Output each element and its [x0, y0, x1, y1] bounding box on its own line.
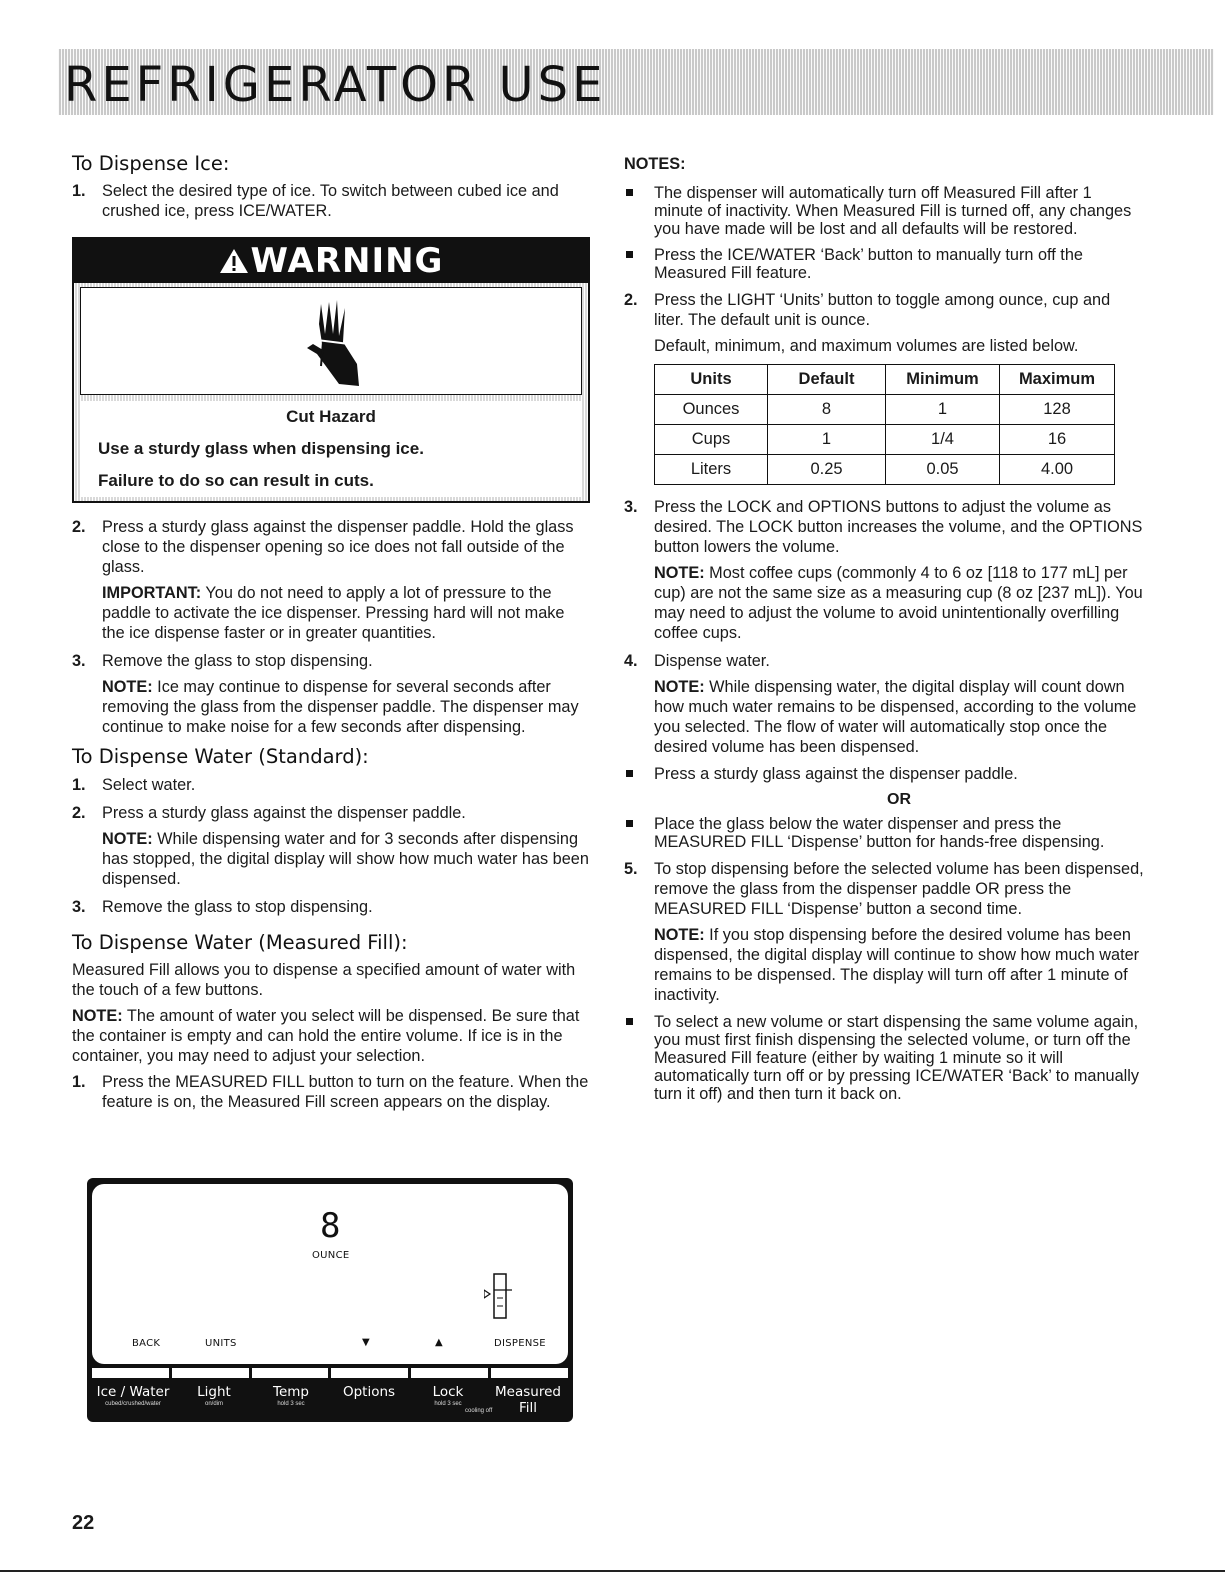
step-number: 2.: [72, 518, 86, 537]
warning-text: [80, 401, 582, 497]
table-cell: Liters: [655, 455, 768, 485]
step-text: Select the desired type of ice. To switch between cubed ice and crushed ice, press ICE/WATER.: [102, 182, 559, 221]
key-light[interactable]: Light on/dim: [197, 1384, 231, 1407]
button-strip: [92, 1368, 568, 1378]
key-ice-water[interactable]: Ice / Water cubed/crushed/water: [96, 1384, 170, 1407]
display-screen: [92, 1184, 568, 1364]
warning-line-1: Use a sturdy glass when dispensing ice.: [98, 439, 424, 459]
bottom-rule: [0, 1570, 1225, 1572]
measured-fill-note: NOTE: The amount of water you select will be dispensed. Be sure that the container is empty and can hold the entire volume. If ice is in the container, you may need to adjust your selection.: [72, 1007, 580, 1066]
mf-step-2: [624, 290, 1144, 356]
bullet-square-icon: [626, 770, 633, 777]
step-text: Dispense water.: [654, 652, 770, 670]
cut-hand-icon: [299, 294, 369, 390]
warning-triangle-icon: [219, 248, 249, 274]
step-note: NOTE: While dispensing water, the digital display will count down how much water remains to be dispensed, according to the volume you selected. The flow of water will automatically stop once the desired volume has been dispensed.: [654, 678, 1137, 756]
table-cell: 0.25: [768, 455, 886, 485]
bullet-square-icon: [626, 820, 633, 827]
mf-step-4: [624, 651, 1144, 757]
step-text: Press a sturdy glass against the dispenser paddle. Hold the glass close to the dispenser opening so ice does not fall outside of the glass.: [102, 518, 574, 577]
step-text: Press the MEASURED FILL button to turn on the feature. When the feature is on, the Measured Fill screen appears on the display.: [102, 1073, 589, 1112]
table-row: [655, 395, 1115, 425]
table-row: [655, 425, 1115, 455]
step-number: 1.: [72, 775, 86, 794]
key-pad-temp[interactable]: [252, 1368, 329, 1378]
section-banner: [58, 49, 1214, 115]
step-text: Remove the glass to stop dispensing.: [102, 897, 373, 916]
fill-level-icon: [484, 1268, 514, 1324]
key-lock[interactable]: Lock hold 3 sec: [432, 1384, 464, 1407]
key-measured-fill[interactable]: Measured Fill: [495, 1384, 561, 1416]
table-cell: 8: [768, 395, 886, 425]
step-number: 1.: [72, 1073, 86, 1092]
label-dispense: DISPENSE: [494, 1338, 546, 1349]
or-separator: OR: [887, 791, 911, 808]
dispense-option-bullet: Place the glass below the water dispenser and press the MEASURED FILL ‘Dispense’ button for hands-free dispensing.: [624, 815, 1144, 851]
col-header: Units: [655, 365, 768, 395]
bullet-square-icon: [626, 189, 633, 196]
notes-heading: NOTES:: [624, 155, 686, 173]
table-cell: 1: [768, 425, 886, 455]
heading-dispense-water-measured: To Dispense Water (Measured Fill):: [72, 930, 408, 954]
step-text: Press the LIGHT ‘Units’ button to toggle among ounce, cup and liter. The default unit is ounce.: [654, 291, 1111, 329]
col-header: Default: [768, 365, 886, 395]
heading-dispense-ice: To Dispense Ice:: [72, 152, 230, 175]
step-note: IMPORTANT: You do not need to apply a lot of pressure to the paddle to activate the ice dispenser. Pressing hard will not make the ice dispense faster or in greater quantities.: [102, 584, 565, 643]
step-note: NOTE: While dispensing water and for 3 seconds after dispensing has stopped, the digital display will show how much water has been dispensed.: [102, 829, 589, 888]
key-labels: [87, 1384, 573, 1418]
mf-step-3: [624, 497, 1144, 643]
step-text: To stop dispensing before the selected volume has been dispensed, remove the glass from the dispenser paddle OR press the MEASURED FILL ‘Dispense’ button a second time.: [654, 860, 1144, 918]
ice-step-3: [72, 651, 590, 737]
table-cell: 16: [1000, 425, 1115, 455]
heading-dispense-water-standard: To Dispense Water (Standard):: [72, 745, 369, 769]
step-text: Press a sturdy glass against the dispenser paddle.: [102, 803, 466, 822]
warning-box: [72, 237, 590, 503]
std-step-2: [72, 803, 590, 889]
measured-fill-intro: Measured Fill allows you to dispense a specified amount of water with the touch of a few buttons.: [72, 961, 576, 1000]
label-units: UNITS: [205, 1338, 237, 1349]
warning-header: [74, 239, 588, 283]
step-number: 1.: [72, 182, 86, 201]
key-pad-lock[interactable]: [411, 1368, 488, 1378]
page-number: 22: [72, 1512, 95, 1534]
step-text: Remove the glass to stop dispensing.: [102, 652, 373, 671]
step-number: 5.: [624, 860, 638, 878]
ice-step-2: [72, 517, 590, 643]
key-pad-options[interactable]: [331, 1368, 408, 1378]
table-row: [655, 455, 1115, 485]
table-cell: 0.05: [886, 455, 1000, 485]
mf-step-5: [624, 859, 1144, 1005]
digit-readout: 8: [320, 1206, 341, 1246]
bullet-square-icon: [626, 1018, 633, 1025]
right-column: [624, 154, 1144, 1111]
left-column: [72, 152, 590, 1120]
volume-table: [654, 364, 1115, 485]
table-cell: Cups: [655, 425, 768, 455]
step-text-2: Default, minimum, and maximum volumes are listed below.: [654, 337, 1079, 355]
step-number: 2.: [72, 803, 86, 822]
ice-step-1: [72, 181, 590, 221]
step-number: 3.: [624, 498, 638, 516]
std-step-3: [72, 897, 590, 917]
step-number: 4.: [624, 652, 638, 670]
step-note: NOTE: Most coffee cups (commonly 4 to 6 oz [118 to 177 mL] per cup) are not the same size as a measuring cup (8 oz [237 mL]). You may need to adjust the volume to avoid unintentionally overfilling coffee cups.: [654, 564, 1143, 642]
mf-step-1: [72, 1072, 590, 1112]
note-bullet: Press the ICE/WATER ‘Back’ button to manually turn off the Measured Fill feature.: [624, 246, 1144, 282]
step-note: NOTE: If you stop dispensing before the desired volume has been dispensed, the digital display will continue to show how much water remains to be dispensed. The display will turn off after 1 minute of inactivity.: [654, 926, 1140, 1004]
key-pad-ice-water[interactable]: [92, 1368, 169, 1378]
col-header: Maximum: [1000, 365, 1115, 395]
table-cell: Ounces: [655, 395, 768, 425]
step-text: Select water.: [102, 775, 196, 794]
step-text: Press the LOCK and OPTIONS buttons to adjust the volume as desired. The LOCK button increases the volume, and the OPTIONS button lowers the volume.: [654, 498, 1143, 556]
dispense-option-bullet: Press a sturdy glass against the dispenser paddle.: [624, 765, 1144, 783]
restart-note-bullet: To select a new volume or start dispensing the same volume again, you must first finish dispensing the selected volume, or turn off the Measured Fill feature (either by waiting 1 minute so it will automatically turn off or by pressing ICE/WATER ‘Back’ to manually turn it off) and then turn it back on.: [624, 1013, 1144, 1103]
control-panel-illustration: [87, 1178, 573, 1422]
std-step-1: [72, 775, 590, 795]
key-pad-measured-fill[interactable]: [491, 1368, 568, 1378]
bullet-square-icon: [626, 251, 633, 258]
label-up: ▲: [435, 1337, 443, 1348]
label-back: BACK: [132, 1338, 161, 1349]
key-pad-light[interactable]: [172, 1368, 249, 1378]
key-options[interactable]: Options: [342, 1384, 396, 1400]
step-note: NOTE: Ice may continue to dispense for several seconds after removing the glass from the dispenser paddle. The dispenser may continue to make noise for a few seconds after dispensing.: [102, 678, 579, 737]
col-header: Minimum: [886, 365, 1000, 395]
table-cell: 1: [886, 395, 1000, 425]
step-number: 3.: [72, 897, 86, 916]
label-down: ▼: [362, 1337, 370, 1348]
cooling-off-label: cooling off: [465, 1408, 493, 1414]
cut-hazard-pictogram: [80, 287, 582, 395]
step-number: 2.: [624, 291, 638, 309]
hazard-title: Cut Hazard: [286, 407, 376, 427]
warning-line-2: Failure to do so can result in cuts.: [98, 471, 374, 491]
unit-label: OUNCE: [312, 1250, 350, 1261]
table-cell: 1/4: [886, 425, 1000, 455]
table-cell: 4.00: [1000, 455, 1115, 485]
warning-title: WARNING: [219, 241, 444, 281]
page-title: REFRIGERATOR USE: [64, 57, 607, 113]
key-temp[interactable]: Temp hold 3 sec: [273, 1384, 309, 1407]
table-header-row: [655, 365, 1115, 395]
note-bullet: The dispenser will automatically turn off Measured Fill after 1 minute of inactivity. When Measured Fill is turned off, any changes you have made will be lost and all defaults will be restored.: [624, 184, 1144, 238]
table-cell: 128: [1000, 395, 1115, 425]
step-number: 3.: [72, 652, 86, 671]
